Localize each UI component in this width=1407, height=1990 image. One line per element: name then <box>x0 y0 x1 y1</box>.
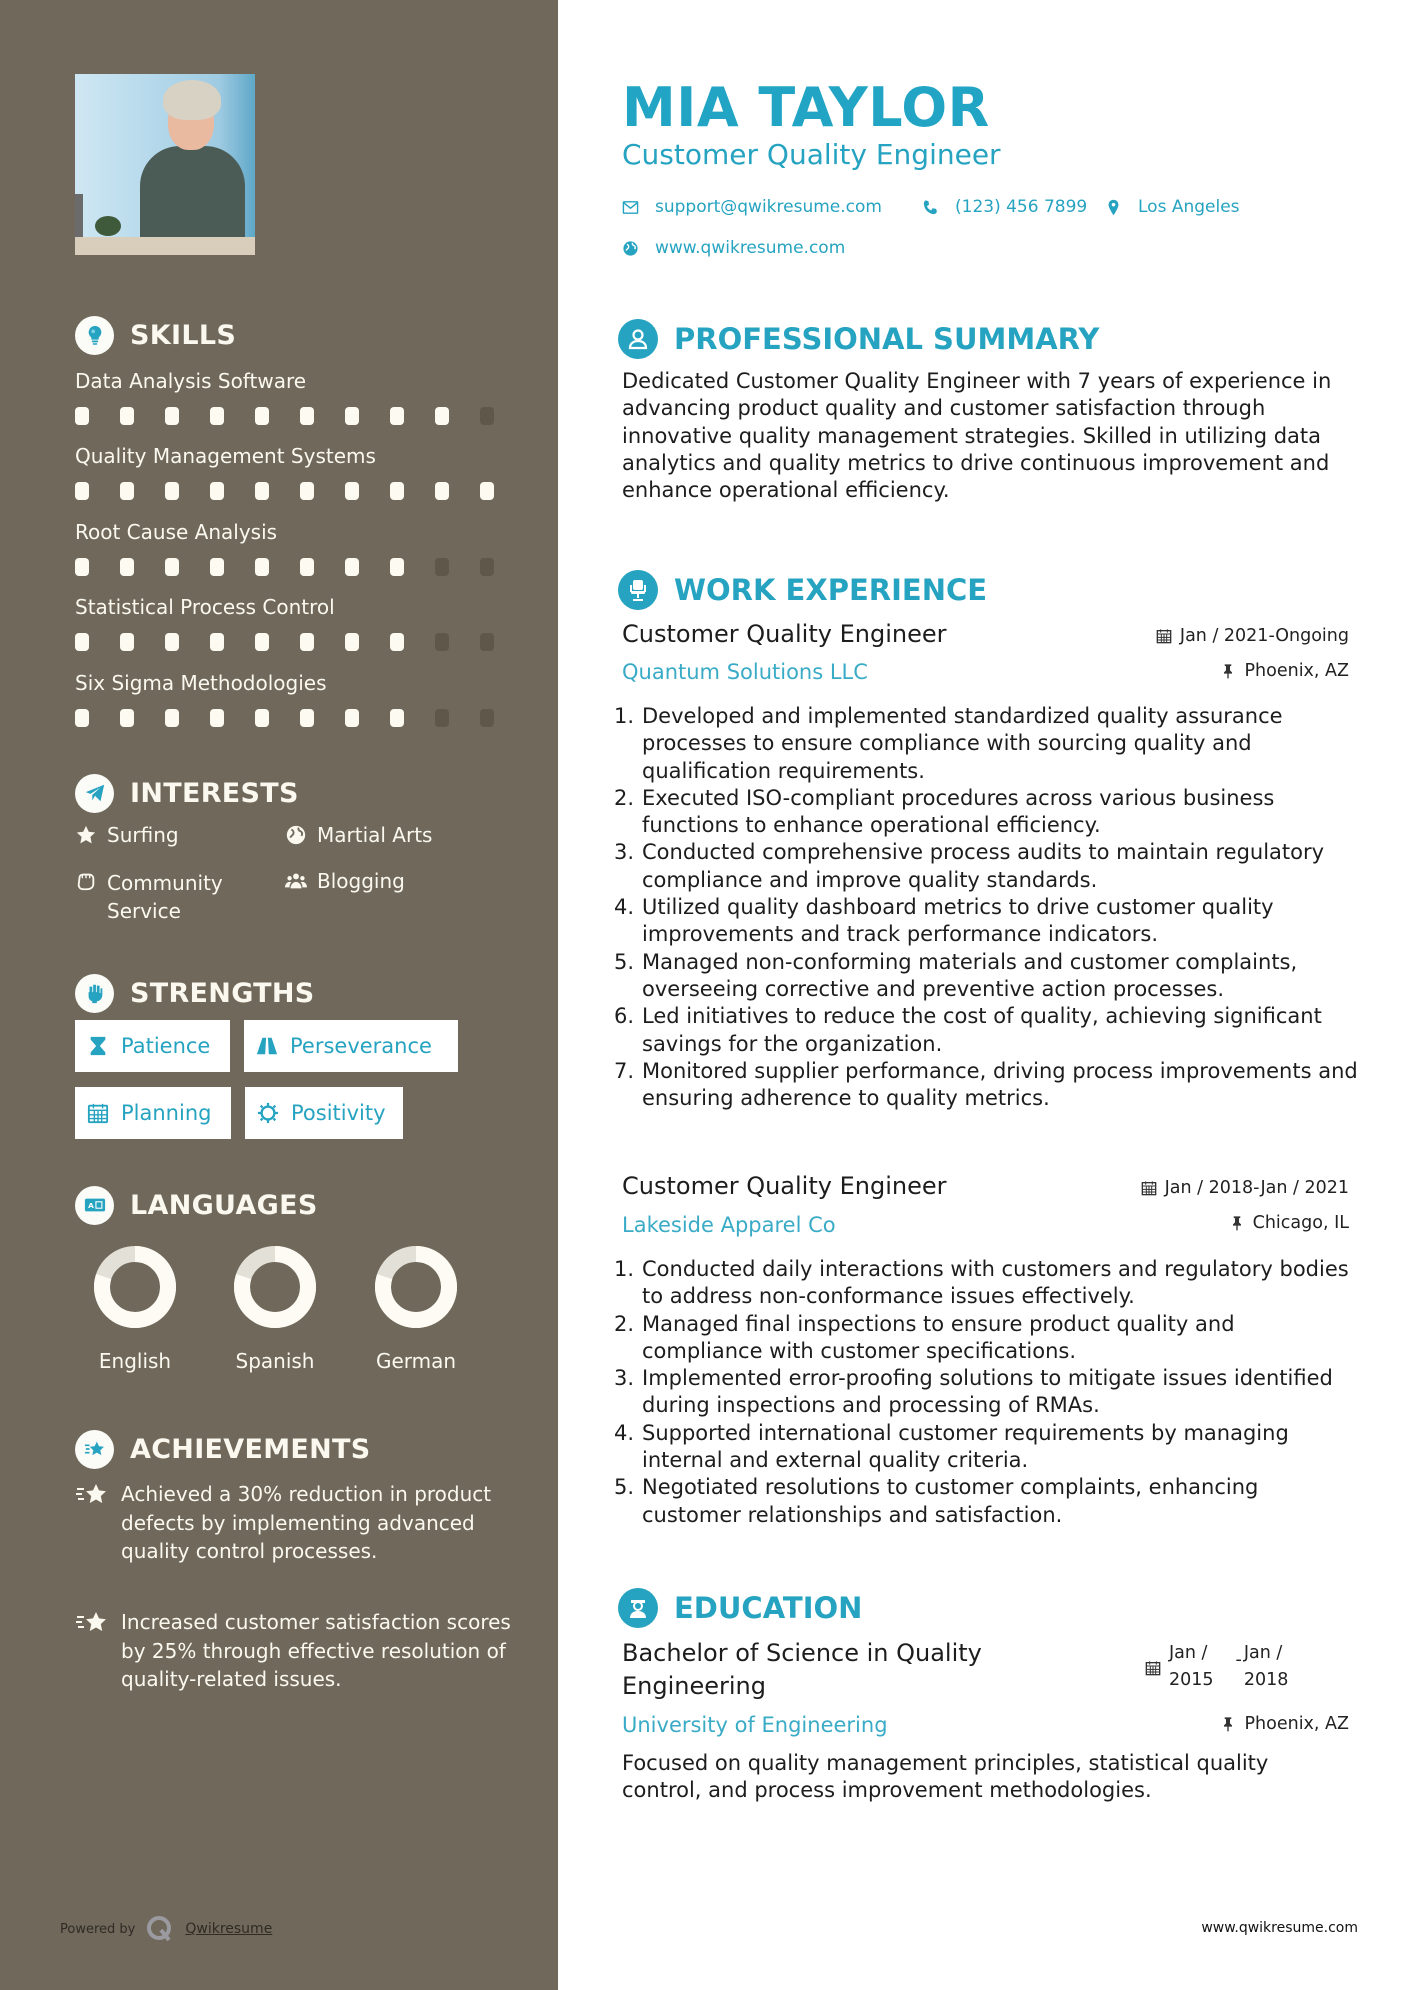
skill-dot <box>165 407 179 425</box>
summary-text: Dedicated Customer Quality Engineer with 7 years of experience in advancing product quality and customer satisfaction through innovative quality management strategies. Skilled in utilizing data analytics and quality metrics to drive continuous improvement and enhance operational efficiency. <box>622 369 1332 503</box>
skill-dot <box>390 558 404 576</box>
job-bullets <box>614 703 1359 1112</box>
shooting-star-icon <box>75 1482 109 1508</box>
language-donut <box>374 1245 458 1329</box>
school-name: University of Engineering <box>622 1713 888 1737</box>
photo-desk <box>75 237 255 255</box>
interest-item: Martial Arts <box>285 823 432 847</box>
skill-dot <box>390 482 404 500</box>
bullet-item: 1. Developed and implemented standardized quality assurance processes to ensure compliance with sourcing quality and qualification requirements. <box>614 704 1283 783</box>
skill-dot <box>480 709 494 727</box>
education-location: Phoenix, AZ <box>1220 1714 1349 1734</box>
skill-dot <box>75 709 89 727</box>
interest-item: Blogging <box>285 869 405 893</box>
skill-dot <box>255 407 269 425</box>
pushpin-icon <box>1229 1215 1245 1231</box>
job-location: Phoenix, AZ <box>1220 661 1349 681</box>
skill-dot <box>165 482 179 500</box>
skill-dot <box>210 558 224 576</box>
interest-item: Surfing <box>75 823 179 847</box>
skill-rating <box>75 709 525 727</box>
profile-photo <box>75 74 255 255</box>
education-heading: EDUCATION <box>618 1587 862 1629</box>
skill-dot <box>120 482 134 500</box>
bullet-item: 2. Managed final inspections to ensure product quality and compliance with customer specifications. <box>614 1311 1235 1363</box>
skill-dot <box>300 558 314 576</box>
contact-email[interactable]: support@qwikresume.com <box>622 197 882 217</box>
achievement-item: Achieved a 30% reduction in product defects by implementing advanced quality control processes. <box>75 1480 515 1566</box>
skill-dot <box>120 558 134 576</box>
skill-dot <box>210 709 224 727</box>
photo-laptop <box>75 194 83 242</box>
strength-badge: Positivity <box>245 1087 403 1139</box>
pushpin-icon <box>1220 663 1236 679</box>
job-company: Lakeside Apparel Co <box>622 1213 836 1237</box>
skill-dot <box>345 558 359 576</box>
bullet-item: 6. Led initiatives to reduce the cost of quality, achieving significant savings for the organization. <box>614 1004 1322 1056</box>
skill-dot <box>165 709 179 727</box>
globe-icon <box>622 240 639 257</box>
skill-dot <box>300 482 314 500</box>
language-item: German <box>361 1245 471 1373</box>
bullet-item: 5. Negotiated resolutions to customer complaints, enhancing customer relationships and satisfaction. <box>614 1475 1259 1527</box>
skill-dot <box>75 633 89 651</box>
skill-label: Six Sigma Methodologies <box>75 671 327 695</box>
language-icon <box>75 1186 114 1225</box>
skill-dot <box>480 407 494 425</box>
skill-dot <box>345 709 359 727</box>
skill-label: Root Cause Analysis <box>75 520 278 544</box>
skill-dot <box>435 407 449 425</box>
degree-line-1: Bachelor of Science in Quality <box>622 1639 982 1667</box>
bullet-item: 3. Conducted comprehensive process audits to maintain regulatory compliance and improve quality standards. <box>614 840 1325 892</box>
strength-badge: Planning <box>75 1087 231 1139</box>
skill-dot <box>390 407 404 425</box>
skill-label: Statistical Process Control <box>75 595 335 619</box>
summary-heading: PROFESSIONAL SUMMARY <box>618 318 1099 360</box>
skill-rating <box>75 482 525 500</box>
skill-label: Data Analysis Software <box>75 369 307 393</box>
achievements-heading: ACHIEVEMENTS <box>75 1429 371 1469</box>
qwikresume-logo-icon <box>145 1914 175 1944</box>
skill-dot <box>300 633 314 651</box>
degree-line-2: Engineering <box>622 1672 766 1700</box>
strength-badge: Patience <box>75 1020 230 1072</box>
calendar-icon <box>1156 628 1172 644</box>
language-item: Spanish <box>220 1245 330 1373</box>
phone-icon <box>922 199 939 216</box>
raised-fist-icon <box>75 974 114 1013</box>
bullet-item: 7. Monitored supplier performance, driving process improvements and ensuring adherence to quality metrics. <box>614 1058 1358 1111</box>
skill-dot <box>345 633 359 651</box>
user-icon <box>618 319 658 359</box>
skill-dot <box>210 633 224 651</box>
map-pin-icon <box>1105 199 1122 216</box>
experience-heading: WORK EXPERIENCE <box>618 569 987 611</box>
users-icon <box>285 870 307 892</box>
candidate-name: MIA TAYLOR <box>622 76 990 139</box>
sidebar <box>0 0 558 1990</box>
job-role: Customer Quality Engineer <box>622 1172 947 1200</box>
road-icon <box>256 1035 278 1057</box>
skill-dot <box>435 482 449 500</box>
star-icon <box>75 824 97 846</box>
skill-dot <box>390 633 404 651</box>
job-role: Customer Quality Engineer <box>622 620 947 648</box>
svg-text:A: A <box>87 1201 94 1211</box>
skill-dot <box>120 709 134 727</box>
skill-dot <box>120 633 134 651</box>
bullet-item: 2. Executed ISO-compliant procedures across various business functions to enhance operational efficiency. <box>614 785 1275 838</box>
job-dates: Jan / 2021-Ongoing <box>1156 626 1349 646</box>
skill-dot <box>210 482 224 500</box>
office-chair-icon <box>618 570 658 610</box>
skill-dot <box>165 633 179 651</box>
bullet-item: 4. Utilized quality dashboard metrics to drive customer quality improvements and track performance indicators. <box>614 895 1274 947</box>
contact-website[interactable]: www.qwikresume.com <box>622 238 845 258</box>
skill-dot <box>165 558 179 576</box>
skill-rating <box>75 407 525 425</box>
lightbulb-icon <box>75 316 114 355</box>
paper-plane-icon <box>75 774 114 813</box>
footer-website-link[interactable]: www.qwikresume.com <box>1201 1920 1358 1936</box>
skill-rating <box>75 558 525 576</box>
bullet-item: 1. Conducted daily interactions with customers and regulatory bodies to address non-conformance issues effectively. <box>614 1257 1349 1309</box>
globe-icon <box>285 824 307 846</box>
skill-dot <box>300 407 314 425</box>
education-dates: Jan / 2015 - Jan / 2018 <box>1145 1640 1288 1694</box>
skill-dot <box>390 709 404 727</box>
skill-dot <box>435 709 449 727</box>
skill-rating <box>75 633 525 651</box>
skills-heading: SKILLS <box>75 315 236 355</box>
envelope-icon <box>622 199 639 216</box>
interest-item: Community Service <box>75 869 255 925</box>
photo-plant <box>95 216 121 236</box>
skill-dot <box>435 633 449 651</box>
skill-dot <box>345 482 359 500</box>
job-bullets <box>614 1256 1359 1529</box>
skill-dot <box>210 407 224 425</box>
skill-dot <box>300 709 314 727</box>
pushpin-icon <box>1220 1716 1236 1732</box>
skill-dot <box>255 709 269 727</box>
interests-heading: INTERESTS <box>75 773 299 813</box>
skill-dot <box>75 407 89 425</box>
language-donut <box>93 1245 177 1329</box>
calendar-icon <box>1145 1660 1161 1676</box>
photo-person-hair <box>163 80 221 120</box>
shooting-star-icon <box>75 1430 114 1469</box>
skill-dot <box>480 558 494 576</box>
skill-dot <box>480 482 494 500</box>
strength-badge: Perseverance <box>244 1020 458 1072</box>
sun-icon <box>257 1102 279 1124</box>
language-donut <box>233 1245 317 1329</box>
hourglass-icon <box>87 1035 109 1057</box>
skill-dot <box>480 633 494 651</box>
education-description: Focused on quality management principles, statistical quality control, and process improvement methodologies. <box>622 1751 1269 1803</box>
fist-icon <box>75 870 97 892</box>
skill-dot <box>75 558 89 576</box>
achievement-item: Increased customer satisfaction scores by 25% through effective resolution of quality-related issues. <box>75 1608 515 1694</box>
skill-dot <box>345 407 359 425</box>
skill-dot <box>435 558 449 576</box>
job-company: Quantum Solutions LLC <box>622 660 868 684</box>
contact-location: Los Angeles <box>1105 197 1240 217</box>
job-dates: Jan / 2018-Jan / 2021 <box>1141 1178 1349 1198</box>
strengths-heading: STRENGTHS <box>75 973 315 1013</box>
skill-dot <box>75 482 89 500</box>
skill-dot <box>255 558 269 576</box>
calendar-icon <box>1141 1180 1157 1196</box>
calendar-icon <box>87 1102 109 1124</box>
candidate-title: Customer Quality Engineer <box>622 138 1001 171</box>
qwikresume-link[interactable]: Qwikresume <box>185 1921 273 1937</box>
skill-dot <box>120 407 134 425</box>
skill-dot <box>255 633 269 651</box>
bullet-item: 4. Supported international customer requirements by managing internal and external quality criteria. <box>614 1420 1289 1473</box>
skill-dot <box>255 482 269 500</box>
languages-heading: A LANGUAGES <box>75 1185 318 1225</box>
powered-by: Powered by Qwikresume <box>60 1914 272 1944</box>
skill-label: Quality Management Systems <box>75 444 376 468</box>
language-item: English <box>80 1245 190 1373</box>
bullet-item: 5. Managed non-conforming materials and customer complaints, overseeing corrective and preventive action processes. <box>614 949 1298 1001</box>
photo-person-body <box>140 146 245 246</box>
bullet-item: 3. Implemented error-proofing solutions to mitigate issues identified during inspections and processing of RMAs. <box>614 1366 1333 1418</box>
job-location: Chicago, IL <box>1229 1213 1349 1233</box>
contact-phone[interactable]: (123) 456 7899 <box>922 197 1087 217</box>
graduate-icon <box>618 1588 658 1628</box>
shooting-star-icon <box>75 1610 109 1636</box>
